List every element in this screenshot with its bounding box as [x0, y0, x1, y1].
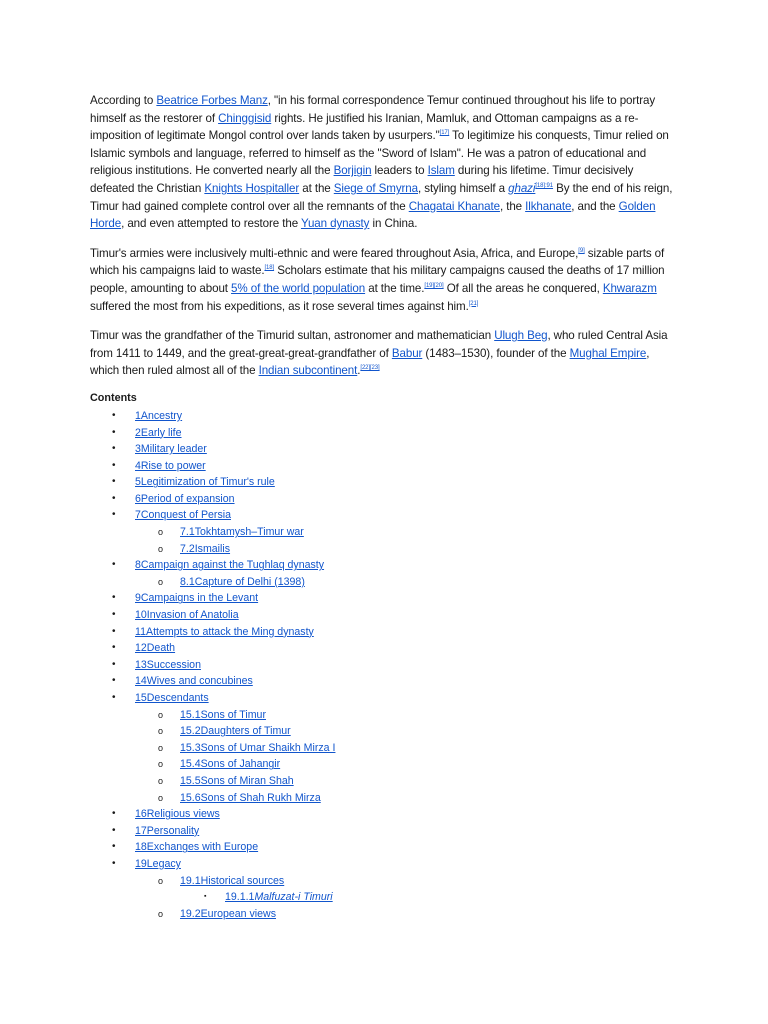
toc-item [90, 740, 680, 757]
toc-item [90, 823, 680, 840]
circle-bullet-icon: o [158, 742, 164, 753]
text: , and even attempted to restore the [121, 217, 301, 231]
toc-item [90, 673, 680, 690]
paragraph-1 [90, 92, 680, 233]
toc-item [90, 707, 680, 724]
toc-link-personality[interactable]: 17Personality [135, 824, 200, 837]
link-ilkhanate[interactable]: Ilkhanate [525, 199, 572, 213]
link-golden-horde[interactable]: Golden Horde [90, 199, 656, 231]
circle-bullet-icon: o [158, 543, 164, 554]
toc-item [90, 507, 680, 524]
toc-link-anatolia[interactable]: 10Invasion of Anatolia [135, 609, 239, 622]
toc-link-wives-and-concubines[interactable]: 14Wives and concubines [135, 675, 253, 688]
bullet-icon: • [112, 658, 116, 670]
toc-item [90, 607, 680, 624]
bullet-icon: • [112, 841, 116, 853]
paragraph-2 [90, 245, 680, 315]
circle-bullet-icon: o [158, 759, 164, 770]
toc-item [90, 856, 680, 873]
toc-link-military-leader[interactable]: 3Military leader [135, 443, 207, 456]
toc-link-sons-of-jahangir[interactable]: 15.4Sons of Jahangir [180, 758, 281, 771]
toc-item [90, 723, 680, 740]
toc-item [90, 474, 680, 491]
text: Of all the areas he conquered, [443, 281, 603, 295]
toc-item [90, 541, 680, 558]
document-page [90, 92, 680, 922]
link-ulugh-beg[interactable]: Ulugh Beg [494, 329, 548, 343]
toc-link-levant[interactable]: 9Campaigns in the Levant [135, 592, 259, 605]
link-mughal-empire[interactable]: Mughal Empire [569, 346, 647, 360]
bullet-icon: • [112, 625, 116, 637]
toc-item [90, 640, 680, 657]
link-indian-subcontinent[interactable]: Indian subcontinent [258, 364, 358, 378]
toc-item [90, 773, 680, 790]
bullet-icon: • [112, 476, 116, 488]
toc-link-european-views[interactable]: 19.2European views [180, 907, 276, 920]
bullet-icon: • [112, 824, 116, 836]
toc-link-sons-of-miran-shah[interactable]: 15.5Sons of Miran Shah [180, 774, 294, 787]
text: at the [299, 181, 334, 195]
text: , "in his formal correspondence Temur continued throughout his life to portray himself as the restorer of [90, 94, 656, 125]
toc-number: 19.1.1 [225, 891, 255, 904]
bullet-icon: • [112, 692, 116, 703]
link-ghazi[interactable] [508, 182, 535, 195]
bullet-icon: • [112, 426, 116, 438]
toc-link-succession[interactable]: 13Succession [135, 658, 201, 671]
ref-18-91[interactable]: [18]:91 [535, 183, 554, 190]
text: , which then ruled almost all of the [90, 346, 650, 378]
text: Timur's armies were inclusively multi-ethnic and were feared throughout Asia, Africa, and Europe, [90, 246, 579, 260]
link-siege-of-smyrna[interactable]: Siege of Smyrna [333, 181, 418, 195]
toc-link-daughters-of-timur[interactable]: 15.2Daughters of Timur [180, 725, 291, 738]
toc-item [90, 657, 680, 674]
bullet-icon: • [112, 492, 116, 504]
toc-title-italic: Malfuzat-i Timuri [254, 891, 333, 904]
toc-item [90, 889, 680, 906]
link-babur[interactable]: Babur [391, 346, 423, 360]
text: rights. He justified his Iranian, Mamluk, and Ottoman campaigns as a re-imposition of legitimate Mongol control over lands taken by usurpers." [90, 111, 639, 143]
bullet-icon: • [112, 609, 116, 621]
text: . [357, 364, 361, 378]
toc-link-historical-sources[interactable]: 19.1Historical sources [180, 874, 285, 887]
circle-bullet-icon: o [158, 775, 164, 786]
toc-link-malfuzat-i-timuri[interactable] [225, 891, 333, 903]
link-ghazi-text: ghazi [508, 181, 536, 195]
toc-item [90, 590, 680, 607]
toc-item [90, 574, 680, 591]
text: , styling himself a [418, 181, 509, 195]
toc-item [90, 524, 680, 541]
text: Timur was the grandfather of the Timurid sultan, astronomer and mathematician [90, 329, 495, 343]
ref-18[interactable]: [18] [264, 265, 275, 272]
toc-item [90, 557, 680, 574]
toc-link-ming-dynasty[interactable]: 11Attempts to attack the Ming dynasty [135, 625, 314, 638]
bullet-icon: • [112, 559, 116, 571]
circle-bullet-icon: o [158, 726, 164, 737]
bullet-icon: • [112, 592, 116, 604]
paragraph-3 [90, 327, 680, 380]
toc-item [90, 690, 680, 707]
toc-link-sons-of-umar-shaikh[interactable]: 15.3Sons of Umar Shaikh Mirza I [180, 741, 336, 754]
toc-link-ismailis[interactable]: 7.2Ismailis [180, 542, 231, 555]
toc-link-sons-of-timur[interactable]: 15.1Sons of Timur [180, 708, 266, 721]
text: in China. [369, 217, 418, 231]
toc-item [90, 906, 680, 923]
text: suffered the most from his expeditions, as it rose several times against him. [90, 299, 469, 313]
link-borjigin[interactable]: Borjigin [333, 164, 372, 178]
toc-link-early-life[interactable]: 2Early life [135, 426, 182, 439]
link-world-population[interactable]: 5% of the world population [231, 281, 366, 295]
toc-link-religious-views[interactable]: 16Religious views [135, 808, 220, 821]
toc-link-legitimization[interactable]: 5Legitimization of Timur's rule [135, 476, 275, 489]
text: sizable parts of which his campaigns laid to waste. [90, 246, 665, 278]
toc-link-death[interactable]: 12Death [135, 642, 176, 655]
toc-link-exchanges-with-europe[interactable]: 18Exchanges with Europe [135, 841, 259, 854]
ref-17[interactable]: [17] [439, 130, 450, 137]
text: By the end of his reign, Timur had gained complete control over all the remnants of the [90, 181, 673, 213]
text: , the [499, 199, 526, 213]
toc-item [90, 491, 680, 508]
toc-link-tokhtamysh-timur-war[interactable]: 7.1Tokhtamysh–Timur war [180, 526, 304, 539]
text: during his lifetime. Timur decisively defeated the Christian [90, 164, 634, 195]
toc-item [90, 624, 680, 641]
toc-item [90, 408, 680, 425]
link-chinggisid[interactable]: Chinggisid [218, 111, 272, 125]
circle-bullet-icon: o [158, 875, 164, 886]
circle-bullet-icon: o [158, 527, 164, 538]
square-bullet-icon: ▪ [204, 893, 207, 901]
ref-22-23[interactable]: [22][23] [360, 365, 380, 372]
link-islam[interactable]: Islam [427, 164, 455, 178]
toc-link-rise-to-power[interactable]: 4Rise to power [135, 459, 206, 472]
bullet-icon: • [112, 808, 116, 820]
toc-link-tughlaq-campaign[interactable]: 8Campaign against the Tughlaq dynasty [135, 559, 325, 572]
toc-item [90, 873, 680, 890]
toc-link-capture-of-delhi[interactable]: 8.1Capture of Delhi (1398) [180, 575, 305, 588]
text: Scholars estimate that his military campaigns caused the deaths of 17 million people, amounting to about [90, 264, 665, 295]
text: , who ruled Central Asia from 1411 to 1449, and the great-great-great-grandfather of [90, 329, 668, 360]
circle-bullet-icon: o [158, 792, 164, 803]
circle-bullet-icon: o [158, 709, 164, 720]
bullet-icon: • [112, 857, 116, 869]
link-yuan-dynasty[interactable]: Yuan dynasty [300, 217, 370, 231]
toc-link-legacy[interactable]: 19Legacy [135, 857, 181, 870]
toc-link-conquest-of-persia[interactable]: 7Conquest of Persia [135, 509, 231, 522]
table-of-contents [90, 408, 680, 922]
circle-bullet-icon: o [158, 576, 164, 587]
bullet-icon: • [112, 642, 116, 654]
toc-item [90, 806, 680, 823]
toc-link-descendants[interactable]: 15Descendants [135, 692, 209, 704]
toc-item [90, 441, 680, 458]
bullet-icon: • [112, 459, 116, 471]
bullet-icon: • [112, 409, 116, 421]
text: at the time. [365, 281, 425, 295]
toc-link-period-of-expansion[interactable]: 6Period of expansion [135, 492, 235, 505]
text: (1483–1530), founder of the [422, 346, 570, 360]
text: leaders to [371, 164, 428, 178]
bullet-icon: • [112, 443, 116, 455]
text: According to [90, 94, 157, 107]
text: , and the [571, 199, 619, 213]
ref-9[interactable]: [9] [578, 247, 585, 254]
link-knights-hospitaller[interactable]: Knights Hospitaller [204, 181, 300, 195]
toc-link-sons-of-shah-rukh[interactable]: 15.6Sons of Shah Rukh Mirza [180, 791, 321, 804]
toc-item [90, 790, 680, 807]
link-khwarazm[interactable]: Khwarazm [602, 281, 657, 295]
link-chagatai-khanate[interactable]: Chagatai Khanate [408, 199, 500, 213]
toc-item [90, 839, 680, 856]
text: To legitimize his conquests, Timur relied on Islamic symbols and language, referred to himself as the "Sword of Islam". He was a patron of educational and religious institutions. He converted nearly all the [90, 129, 669, 178]
link-beatrice-forbes-manz[interactable]: Beatrice Forbes Manz [156, 94, 268, 107]
ref-21[interactable]: [21] [468, 300, 479, 307]
bullet-icon: • [112, 675, 116, 687]
circle-bullet-icon: o [158, 908, 164, 919]
bullet-icon: • [112, 509, 116, 521]
toc-link-ancestry[interactable]: 1Ancestry [135, 409, 183, 422]
toc-item [90, 458, 680, 475]
toc-item [90, 756, 680, 773]
ref-19-20[interactable]: [19][20] [424, 283, 444, 290]
toc-item [90, 425, 680, 442]
contents-heading: Contents [90, 391, 137, 404]
